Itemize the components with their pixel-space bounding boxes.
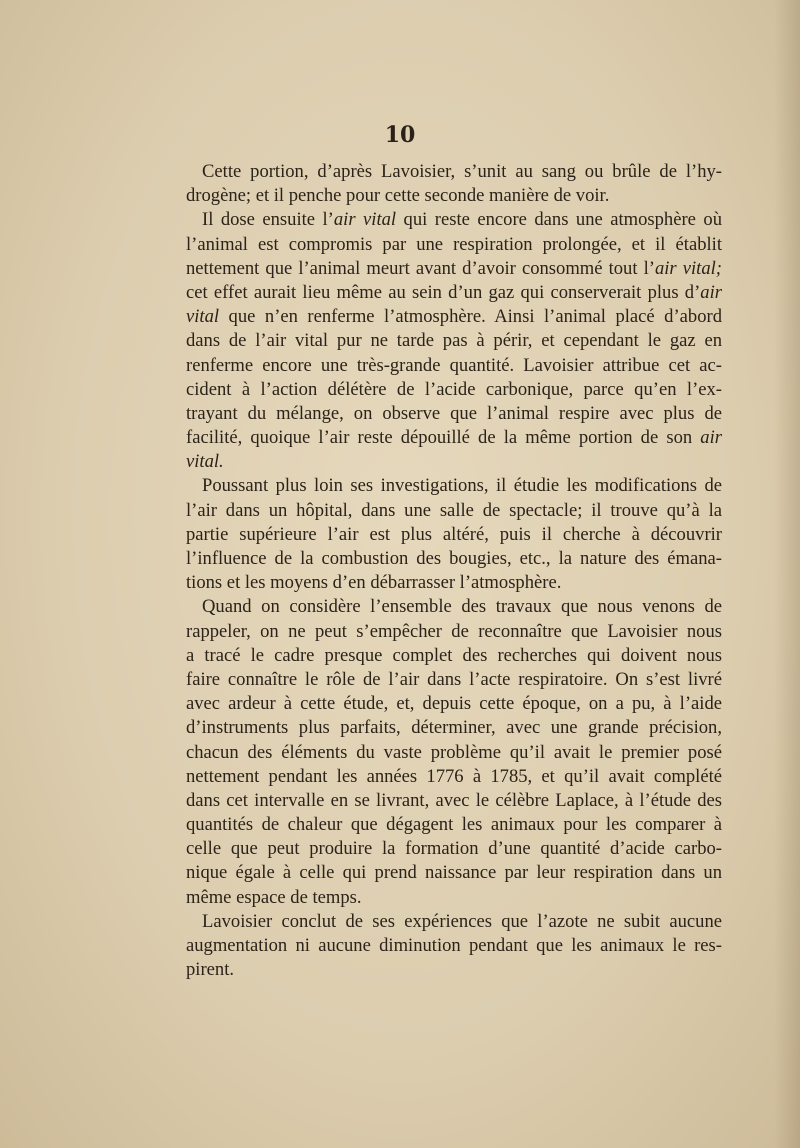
text-line xyxy=(186,160,722,184)
text-line xyxy=(186,329,722,353)
italic-text: air xyxy=(700,427,722,449)
text-run: l’influence de la combustion des bougies, etc., la nature des émana- xyxy=(186,548,722,569)
text-run: Lavoisier conclut de ses expériences que l’azote ne subit aucune xyxy=(202,910,722,932)
italic-text: vital. xyxy=(186,451,224,473)
text-line xyxy=(186,789,722,813)
text-run: chacun des éléments du vaste problème qu’il avait le premier posé xyxy=(186,741,722,763)
text-line xyxy=(186,184,722,208)
text-run: qui reste encore dans une atmosphère où xyxy=(396,209,722,231)
text-line xyxy=(186,257,722,281)
text-run: dans cet intervalle en se livrant, avec le célèbre Laplace, à l’étude des xyxy=(186,789,722,811)
text-run: augmentation ni aucune diminution pendant que les animaux le res- xyxy=(186,935,722,956)
text-run: nettement pendant les années 1776 à 1785, et qu’il avait complété xyxy=(186,765,722,787)
text-line xyxy=(186,402,722,426)
text-line xyxy=(186,281,722,305)
text-run: Quand on considère l’ensemble des travaux que nous venons de xyxy=(202,596,722,618)
text-line xyxy=(186,547,722,571)
text-run: même espace de temps. xyxy=(186,886,362,908)
text-run: avec ardeur à cette étude, et, depuis cette époque, on a pu, à l’aide xyxy=(186,693,722,715)
text-run: facilité, quoique l’air reste dépouillé de la même portion de son xyxy=(186,427,701,449)
text-run: partie supérieure l’air est plus altéré, puis il cherche à découvrir xyxy=(186,523,722,545)
text-line xyxy=(186,474,722,498)
text-line xyxy=(186,910,722,934)
text-line xyxy=(186,644,722,668)
text-line xyxy=(186,716,722,740)
text-run: trayant du mélange, on observe que l’animal respire avec plus de xyxy=(186,402,722,424)
text-line xyxy=(186,958,722,982)
text-line xyxy=(186,886,722,910)
text-line xyxy=(186,523,722,547)
text-run: nique égale à celle qui prend naissance par leur respiration dans un xyxy=(186,862,722,884)
text-run: cident à l’action délétère de l’acide carbonique, parce qu’en l’ex- xyxy=(186,378,722,400)
text-run: drogène; et il penche pour cette seconde manière de voir. xyxy=(186,185,610,207)
italic-text: air vital xyxy=(333,209,397,231)
text-line xyxy=(186,765,722,789)
text-run: que n’en renferme l’atmosphère. Ainsi l’animal placé d’abord xyxy=(219,306,722,328)
text-line xyxy=(186,378,722,402)
text-line xyxy=(186,595,722,619)
text-run: rappeler, on ne peut s’empêcher de reconnaître que Lavoisier nous xyxy=(186,620,722,642)
text-run: renferme encore une très-grande quantité. Lavoisier attribue cet ac- xyxy=(186,354,722,376)
text-run: tions et les moyens d’en débarrasser l’atmosphère. xyxy=(186,572,562,594)
text-run: l’animal est compromis par une respiration prolongée, et il établit xyxy=(186,233,722,255)
text-line xyxy=(186,305,722,329)
text-run: dans de l’air vital pur ne tarde pas à périr, et cependant le gaz en xyxy=(186,330,722,352)
italic-text: vital xyxy=(186,306,220,328)
text-line xyxy=(186,208,722,232)
text-line xyxy=(186,499,722,523)
text-run: cet effet aurait lieu même au sein d’un gaz qui conserverait plus d’ xyxy=(186,281,701,303)
text-run: quantités de chaleur que dégagent les animaux pour les comparer à xyxy=(186,814,722,836)
text-line xyxy=(186,354,722,378)
text-line xyxy=(186,668,722,692)
text-run: celle que peut produire la formation d’une quantité d’acide carbo- xyxy=(186,838,722,860)
page-edge-shadow xyxy=(774,0,800,1148)
text-run: d’instruments plus parfaits, déterminer, avec une grande précision, xyxy=(186,717,722,739)
text-run: pirent. xyxy=(186,959,235,981)
italic-text: air vital; xyxy=(654,257,722,279)
text-run: faire connaître le rôle de l’air dans l’acte respiratoire. On s’est livré xyxy=(186,668,722,690)
text-run: nettement que l’animal meurt avant d’avoir consommé tout l’ xyxy=(186,257,655,279)
text-run: Poussant plus loin ses investigations, il étudie les modifications de xyxy=(202,475,722,497)
text-line xyxy=(186,620,722,644)
text-line xyxy=(186,233,722,257)
text-line xyxy=(186,571,722,595)
text-line xyxy=(186,861,722,885)
text-run: Il dose ensuite l’ xyxy=(202,209,334,231)
text-run: l’air dans un hôpital, dans une salle de spectacle; il trouve qu’à la xyxy=(186,499,722,521)
body-text xyxy=(186,160,722,982)
text-line xyxy=(186,741,722,765)
text-line xyxy=(186,426,722,450)
text-run: Cette portion, d’après Lavoisier, s’unit au sang ou brûle de l’hy- xyxy=(202,161,722,182)
page-number: 10 xyxy=(384,122,416,148)
text-line xyxy=(186,450,722,474)
text-run: a tracé le cadre presque complet des recherches qui doivent nous xyxy=(186,644,722,666)
text-line xyxy=(186,837,722,861)
text-line xyxy=(186,934,722,958)
italic-text: air xyxy=(700,281,722,303)
text-line xyxy=(186,813,722,837)
text-line xyxy=(186,692,722,716)
